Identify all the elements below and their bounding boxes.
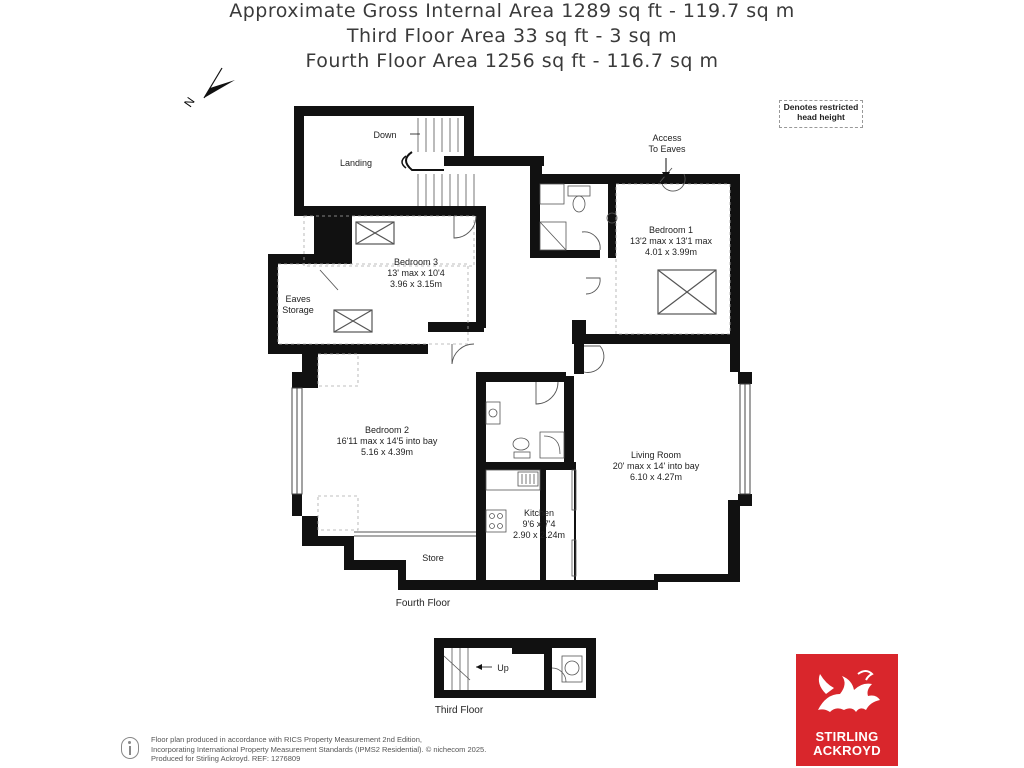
compass-north-label: N [181,94,198,110]
stairs-down-label: Down [373,130,397,140]
footer-line1: Floor plan produced in accordance with RICS Property Measurement 2nd Edition, [151,735,422,744]
bedroom3-metric: 3.96 x 3.15m [389,279,443,289]
bedroom1-name: Bedroom 1 [648,225,694,235]
third-floor-label: Third Floor [434,705,484,716]
eaves-storage-line2: Storage [282,305,314,315]
access-eaves-line2: To Eaves [648,144,686,154]
access-eaves-line1: Access [652,133,682,143]
griffin-icon [796,654,898,730]
living-room-name: Living Room [630,450,682,460]
bedroom2-name: Bedroom 2 [364,425,410,435]
fourth-floor-label: Fourth Floor [395,598,451,609]
legend-line1: Denotes restricted [783,102,859,112]
living-room-imperial: 20' max x 14' into bay [612,461,700,471]
bedroom2-metric: 5.16 x 4.39m [360,447,414,457]
living-room-metric: 6.10 x 4.27m [629,472,683,482]
stirling-ackroyd-logo [796,654,898,766]
footer-disclaimer [151,735,486,764]
bedroom3-name: Bedroom 3 [393,257,439,267]
bedroom3-imperial: 13' max x 10'4 [387,268,445,278]
area-title-third-floor: Third Floor Area 33 sq ft - 3 sq m [346,25,678,47]
info-icon [121,737,139,759]
area-title-gross: Approximate Gross Internal Area 1289 sq ft - 119.7 sq m [229,0,795,22]
landing-label: Landing [339,158,373,168]
kitchen-name: Kitchen [523,508,555,518]
footer-line2: Incorporating International Property Measurement Standards (IPMS2 Residential). © nichecom 2025. [151,744,487,754]
legend-line2: head height [797,112,845,122]
kitchen-metric: 2.90 x 2.24m [512,530,566,540]
area-title-fourth-floor: Fourth Floor Area 1256 sq ft - 116.7 sq m [305,50,719,72]
bedroom1-imperial: 13'2 max x 13'1 max [630,236,712,246]
footer-line3: Produced for Stirling Ackroyd. REF: 1276809 [151,754,301,763]
fourth-floor-walls [268,106,752,590]
compass-icon [181,68,235,110]
logo-line2: ACKROYD [813,743,881,758]
third-floor-up-label: Up [497,663,509,673]
kitchen-imperial: 9'6 x 7'4 [522,519,556,529]
bedroom1-metric: 4.01 x 3.99m [644,247,698,257]
bedroom2-imperial: 16'11 max x 14'5 into bay [336,436,438,446]
logo-line1: STIRLING [815,729,879,744]
eaves-storage-line1: Eaves [285,294,311,304]
third-floor-walls [434,638,596,698]
third-floor-stairs-icon [444,648,582,690]
store-label: Store [422,553,444,563]
